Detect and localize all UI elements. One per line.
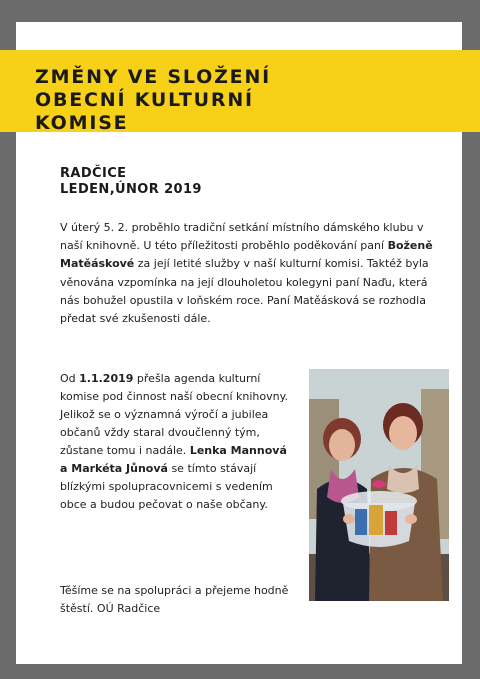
right-woman-hand xyxy=(405,514,417,524)
paragraph-agenda-text-2: přešla agenda kulturní komise pod činnost naší obecní knihovny. Jelikož se o významná výročí a jubilea občanů vždy staral dvoučlenný tým, zůstane tomu i nadále. xyxy=(60,372,289,457)
gift-item-blue xyxy=(355,509,367,535)
subheading-date: LEDEN,ÚNOR 2019 xyxy=(60,182,202,197)
paragraph-closing-text: Těšíme se na spolupráci a přejeme hodně štěstí. OÚ Radčice xyxy=(60,584,289,615)
paragraph-intro-text-1: V úterý 5. 2. proběhlo tradiční setkání místního dámského klubu v naší knihovně. U této příležitosti proběhlo poděkování paní xyxy=(60,221,424,253)
left-woman-face xyxy=(329,429,355,461)
gift-item-red xyxy=(385,511,397,535)
subheading xyxy=(60,166,202,198)
paragraph-agenda-text-3: se tímto stávají blízkými spolupracovnicemi s vedením obce a budou pečovat o naše občany. xyxy=(60,462,273,511)
paragraph-agenda-text-1: Od xyxy=(60,372,80,385)
paragraph-agenda-date: 1.1.2019 xyxy=(79,372,134,385)
paragraph-intro-text-2: za její letité služby v naší kulturní komisi. Taktéž byla věnována vzpomínka na její dlouholetou kolegyni paní Naďu, která nás bohužel opustila v loňském roce. Paní Matěásková se rozhodla předat své zkušenosti dále. xyxy=(60,257,429,326)
paragraph-intro xyxy=(60,219,440,328)
subheading-place: RADČICE xyxy=(60,166,127,181)
paragraph-agenda-names: Lenka Mannová a Markéta Jůnová xyxy=(60,444,287,475)
page-title xyxy=(35,66,271,135)
title-line-3: KOMISE xyxy=(35,112,129,134)
paragraph-agenda xyxy=(60,370,294,514)
title-line-1: ZMĚNY VE SLOŽENÍ xyxy=(35,66,272,88)
gift-item-yellow xyxy=(369,505,383,535)
paragraph-intro-name: Boženě Matěáskové xyxy=(60,239,433,271)
right-woman-face xyxy=(389,416,417,450)
paragraph-closing xyxy=(60,582,300,618)
photo-illustration xyxy=(309,369,449,601)
left-woman-hand xyxy=(343,514,355,524)
title-line-2: OBECNÍ KULTURNÍ xyxy=(35,89,254,111)
photo-two-women-with-gift xyxy=(309,369,449,601)
